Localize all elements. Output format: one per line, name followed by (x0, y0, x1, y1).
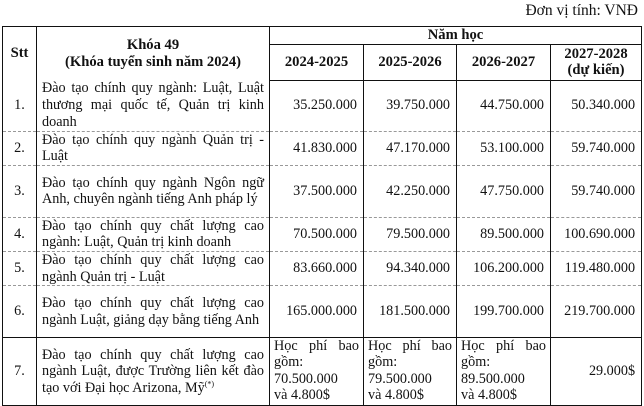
row-fee-2025: 39.750.000 (364, 80, 457, 131)
row-fee-2027: 59.740.000 (551, 165, 642, 217)
row-fee-2024 (270, 338, 364, 406)
table-row (3, 80, 642, 131)
header-year-2: 2025-2026 (364, 44, 457, 80)
row-fee-2024: 37.500.000 (270, 165, 364, 217)
table-row (3, 286, 642, 338)
table-row (3, 165, 642, 217)
row-fee-2027: 119.480.000 (551, 251, 642, 285)
header-stt: Stt (3, 27, 37, 81)
row-stt: 2. (3, 131, 37, 165)
fee-usd: và 4.800$ (368, 387, 424, 404)
row-program: Đào tạo chính quy ngành: Luật, Luật thương mại quốc tế, Quản trị kinh doanh (37, 80, 270, 131)
row-fee-2026: 199.700.000 (457, 286, 551, 338)
row-fee-2026: 89.500.000 (457, 217, 551, 251)
table-row (3, 251, 642, 285)
row-fee-2026: 47.750.000 (457, 165, 551, 217)
row-fee-2024: 41.830.000 (270, 131, 364, 165)
header-year-3: 2026-2027 (457, 44, 551, 80)
header-year-4 (551, 44, 642, 80)
row-fee-2025: 94.340.000 (364, 251, 457, 285)
row-fee-2027: 29.000$ (551, 338, 642, 406)
row-fee-2024: 83.660.000 (270, 251, 364, 285)
fee-prefix: Học phí bao gồm: (274, 338, 359, 371)
fee-usd: và 4.800$ (274, 387, 330, 404)
row-fee-2025 (364, 338, 457, 406)
row-stt: 5. (3, 251, 37, 285)
row-program (37, 338, 270, 406)
row-stt: 7. (3, 338, 37, 406)
header-year-group: Năm học (270, 27, 642, 45)
row-fee-2026: 106.200.000 (457, 251, 551, 285)
header-course (37, 27, 270, 81)
row-stt: 1. (3, 80, 37, 131)
row-fee-2025: 181.500.000 (364, 286, 457, 338)
fee-usd: và 4.800$ (461, 387, 517, 404)
header-year-1: 2024-2025 (270, 44, 364, 80)
row-fee-2024: 70.500.000 (270, 217, 364, 251)
row-fee-2027: 219.700.000 (551, 286, 642, 338)
row-fee-2027: 59.740.000 (551, 131, 642, 165)
row-fee-2026: 44.750.000 (457, 80, 551, 131)
row-program: Đào tạo chính quy ngành Ngôn ngữ Anh, chuyên ngành tiếng Anh pháp lý (37, 165, 270, 217)
header-course-subtitle: (Khóa tuyển sinh năm 2024) (65, 53, 241, 70)
row-program: Đào tạo chính quy chất lượng cao ngành: Luật, Quản trị kinh doanh (37, 217, 270, 251)
table-row (3, 217, 642, 251)
fee-vnd: 89.500.000 (461, 370, 525, 387)
fee-prefix: Học phí bao gồm: (368, 338, 452, 371)
unit-label: Đơn vị tính: VNĐ (525, 2, 638, 19)
row-fee-2024: 165.000.000 (270, 286, 364, 338)
table-row (3, 131, 642, 165)
row-stt: 4. (3, 217, 37, 251)
row-fee-2026 (457, 338, 551, 406)
row-fee-2027: 50.340.000 (551, 80, 642, 131)
fee-vnd: 79.500.000 (368, 370, 432, 387)
row-stt: 3. (3, 165, 37, 217)
row-fee-2025: 47.170.000 (364, 131, 457, 165)
row-fee-2027: 100.690.000 (551, 217, 642, 251)
tuition-table (2, 26, 642, 406)
header-course-title: Khóa 49 (126, 36, 180, 53)
fee-prefix: Học phí bao gồm: (461, 338, 546, 371)
fee-vnd: 70.500.000 (274, 370, 338, 387)
header-year-4-note: (dự kiến) (567, 62, 625, 79)
header-year-4-label: 2027-2028 (564, 45, 628, 62)
row-program-text: Đào tạo chính quy chất lượng cao ngành Luật, được Trường liên kết đào tạo với Đại học Arizona, Mỹ (42, 346, 264, 396)
row-fee-2025: 79.500.000 (364, 217, 457, 251)
row-stt: 6. (3, 286, 37, 338)
row-fee-2025: 42.250.000 (364, 165, 457, 217)
row-fee-2024: 35.250.000 (270, 80, 364, 131)
row-program: Đào tạo chính quy ngành Quản trị - Luật (37, 131, 270, 165)
row-program: Đào tạo chính quy chất lượng cao ngành Quản trị - Luật (37, 251, 270, 285)
footnote-mark: (*) (204, 379, 215, 389)
table-row (3, 338, 642, 406)
row-program: Đào tạo chính quy chất lượng cao ngành Luật, giảng dạy bằng tiếng Anh (37, 286, 270, 338)
row-fee-2026: 53.100.000 (457, 131, 551, 165)
